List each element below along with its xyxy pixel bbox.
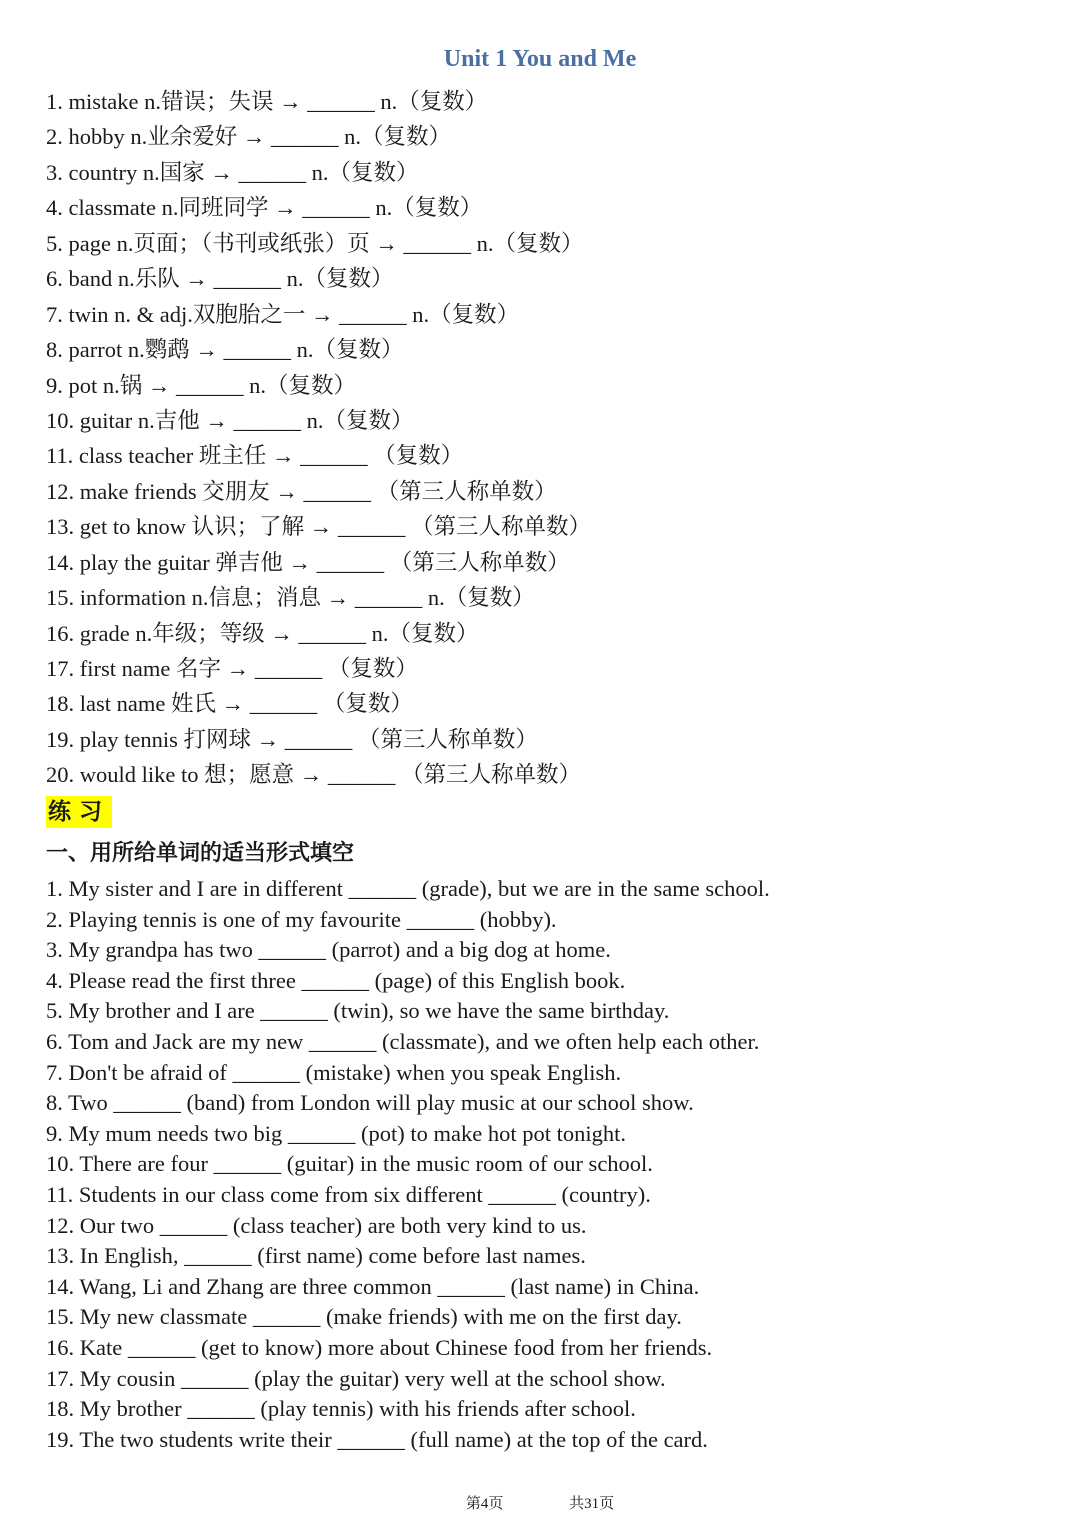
vocab-item: 13. get to know 认识；了解 → ______ （第三人称单数） <box>46 514 591 540</box>
vocab-item: 1. mistake n.错误；失误 → ______ n.（复数） <box>46 89 488 114</box>
page-footer <box>0 1492 1080 1513</box>
vocab-item: 3. country n.国家 → ______ n.（复数） <box>46 159 419 185</box>
exercise-item: 16. Kate ______ (get to know) more about Chinese food from her friends. <box>46 1334 713 1360</box>
exercise-item: 11. Students in our class come from six different ______ (country). <box>46 1181 651 1207</box>
exercise-item: 7. Don't be afraid of ______ (mistake) when you speak English. <box>46 1059 622 1085</box>
vocab-item: 9. pot n.锅 → ______ n.（复数） <box>46 372 357 398</box>
exercise-item: 19. The two students write their ______ (full name) at the top of the card. <box>46 1426 708 1452</box>
exercise-item: 5. My brother and I are ______ (twin), so we have the same birthday. <box>46 998 670 1024</box>
vocab-item: 12. make friends 交朋友 → ______ （第三人称单数） <box>46 478 557 504</box>
page-total: 共31页 <box>569 1496 615 1512</box>
vocab-item: 14. play the guitar 弹吉他 → ______ （第三人称单数） <box>46 549 570 575</box>
vocab-item: 6. band n.乐队 → ______ n.（复数） <box>46 266 394 292</box>
vocab-item: 8. parrot n.鹦鹉 → ______ n.（复数） <box>46 337 404 363</box>
exercise-item: 1. My sister and I are in different ______ (grade), but we are in the same school. <box>46 876 770 901</box>
vocab-item: 7. twin n. & adj.双胞胎之一 → ______ n.（复数） <box>46 301 520 327</box>
vocab-item: 18. last name 姓氏 → ______ （复数） <box>46 691 413 717</box>
vocab-item: 11. class teacher 班主任 → ______ （复数） <box>46 443 464 469</box>
exercise-item: 17. My cousin ______ (play the guitar) very well at the school show. <box>46 1365 666 1391</box>
vocab-item: 15. information n.信息；消息 → ______ n.（复数） <box>46 585 535 611</box>
page-number: 第4页 <box>465 1496 504 1512</box>
exercise-item: 15. My new classmate ______ (make friends) with me on the first day. <box>46 1304 682 1330</box>
exercise-item: 8. Two ______ (band) from London will play music at our school show. <box>46 1090 694 1116</box>
exercise-item: 14. Wang, Li and Zhang are three common ______ (last name) in China. <box>46 1273 700 1299</box>
vocab-item: 16. grade n.年级；等级 → ______ n.（复数） <box>46 620 479 646</box>
vocab-item: 10. guitar n.吉他 → ______ n.（复数） <box>46 407 414 433</box>
exercise-item: 4. Please read the first three ______ (page) of this English book. <box>46 967 626 993</box>
vocab-item: 20. would like to 想；愿意 → ______ （第三人称单数） <box>46 762 581 788</box>
exercise-item: 3. My grandpa has two ______ (parrot) and a big dog at home. <box>46 937 611 963</box>
exercise-item: 6. Tom and Jack are my new ______ (classmate), and we often help each other. <box>46 1028 760 1054</box>
vocab-item: 4. classmate n.同班同学 → ______ n.（复数） <box>46 195 483 221</box>
exercise-item: 10. There are four ______ (guitar) in the music room of our school. <box>46 1151 653 1177</box>
exercise-item: 2. Playing tennis is one of my favourite ______ (hobby). <box>46 906 557 932</box>
exercise-item: 12. Our two ______ (class teacher) are both very kind to us. <box>46 1212 587 1238</box>
exercise-item: 18. My brother ______ (play tennis) with his friends after school. <box>46 1396 636 1422</box>
vocab-item: 17. first name 名字 → ______ （复数） <box>46 656 418 681</box>
vocabulary-list <box>46 84 591 793</box>
vocab-item: 2. hobby n.业余爱好 → ______ n.（复数） <box>46 124 452 150</box>
exercise-item: 9. My mum needs two big ______ (pot) to make hot pot tonight. <box>46 1120 626 1146</box>
vocab-item: 19. play tennis 打网球 → ______ （第三人称单数） <box>46 726 538 752</box>
vocab-item: 5. page n.页面；（书刊或纸张）页 → ______ n.（复数） <box>46 230 584 256</box>
section-heading: 一、用所给单词的适当形式填空 <box>46 841 355 866</box>
practice-label: 练习 <box>46 796 112 828</box>
exercise-list <box>46 874 770 1455</box>
page-title: Unit 1 You and Me <box>443 46 637 72</box>
exercise-item: 13. In English, ______ (first name) come before last names. <box>46 1243 586 1269</box>
